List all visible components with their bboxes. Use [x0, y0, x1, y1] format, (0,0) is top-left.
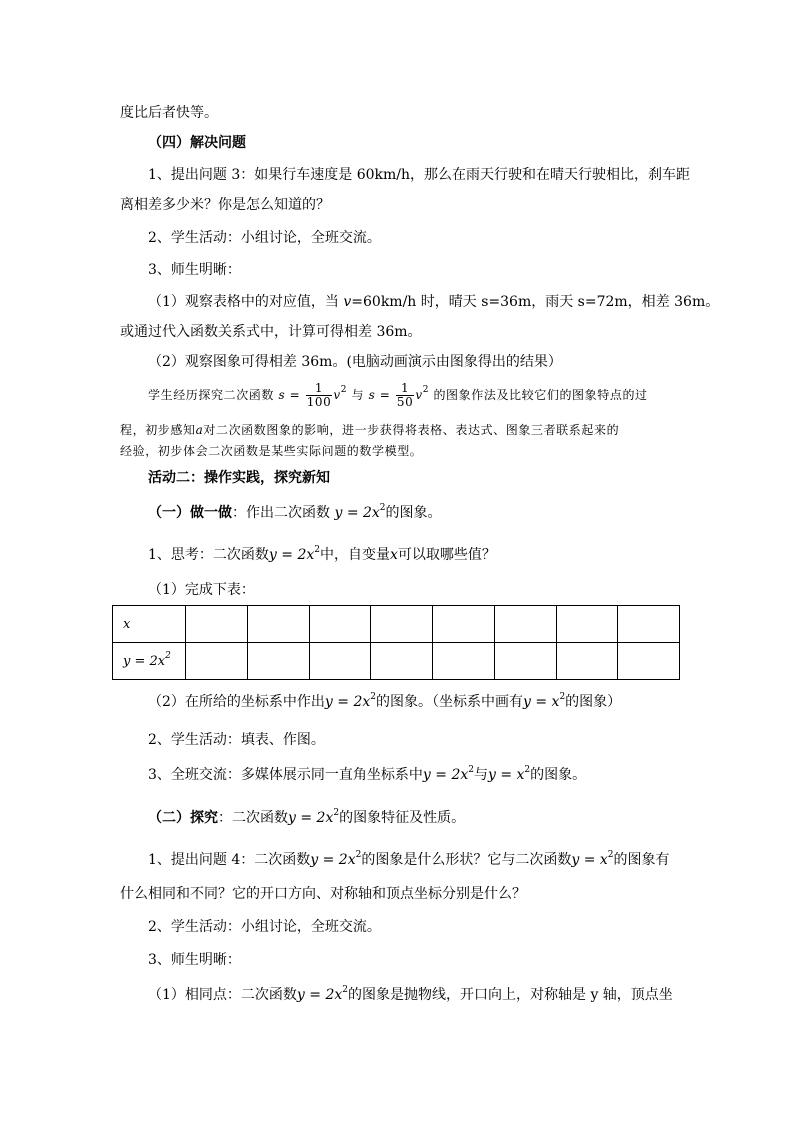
denominator: 100 [306, 395, 332, 409]
exponent: 2 [422, 385, 430, 395]
table-cell[interactable] [309, 643, 371, 680]
exponent: 2 [379, 503, 386, 513]
table-cell[interactable] [556, 606, 618, 643]
equation: y = 2x [296, 987, 343, 1003]
text-line: 3、师生明晰： [148, 262, 241, 278]
table-cell[interactable] [556, 643, 618, 680]
text-fragment: 的图象） [565, 694, 622, 710]
text-fragment: （2）在所给的坐标系中作出 [148, 694, 325, 710]
exponent: 2 [607, 850, 614, 860]
equation: y = 2x [288, 810, 334, 826]
table-cell[interactable] [186, 643, 248, 680]
table-cell[interactable] [494, 606, 556, 643]
text-fragment: 1、思考：二次函数 [148, 547, 269, 563]
numerator: 1 [396, 382, 414, 396]
section-heading-solve: （四）解决问题 [148, 135, 246, 151]
text-fragment: 的图象。 [530, 767, 587, 783]
text-line: （2）观察图象可得相差 36m。(电脑动画演示由图象得出的结果） [148, 354, 562, 370]
exponent: 2 [333, 808, 340, 818]
text-fragment: 学生经历探究二次函数 [148, 388, 275, 402]
text-line [148, 545, 496, 565]
variable-v: v [343, 294, 352, 310]
text-fragment: ：作出二次函数 [232, 505, 330, 521]
text-line [148, 503, 442, 523]
equation: y = 2x [310, 852, 356, 868]
text-fragment: 的图象。（坐标系中画有 [376, 694, 523, 710]
text-fragment: =60km/h 时，晴天 s=36m，雨天 s=72m，相差 36m。 [351, 294, 720, 310]
summary-line [120, 420, 619, 440]
exponent: 2 [340, 385, 348, 395]
text-line: 2、学生活动：小组讨论，全班交流。 [148, 919, 381, 935]
text-fragment: 的图象是什么形状？它与二次函数 [361, 852, 572, 868]
text-fragment: 中，自变量 [320, 547, 390, 563]
formula-s: s = [278, 388, 301, 402]
text-fragment: 与 [473, 767, 488, 783]
subheading-do: （一）做一做 [148, 505, 232, 521]
exponent: 2 [524, 765, 531, 775]
text-fragment: 与 [351, 388, 365, 402]
text-fragment: 的图象。 [385, 505, 442, 521]
value-table [112, 605, 680, 680]
table-cell[interactable] [371, 606, 433, 643]
text-line: （1）完成下表： [148, 582, 255, 598]
exponent: 2 [468, 765, 474, 775]
text-line [148, 985, 673, 1005]
text-fragment: 程，初步感知 [120, 423, 196, 437]
exponent: 2 [355, 850, 362, 860]
text-fragment: ：二次函数 [218, 810, 288, 826]
equation: y = x [523, 694, 560, 710]
text-line: 或通过代入函数关系式中，计算可得相差 36m。 [120, 324, 422, 340]
fraction-1-100 [306, 382, 333, 409]
variable-x: x [390, 547, 398, 563]
text-line [148, 850, 670, 870]
table-row [113, 606, 680, 643]
variable-a: a [195, 423, 204, 437]
text-fragment: 可以取哪些值？ [397, 547, 496, 563]
summary-line [148, 382, 648, 409]
text-line [148, 692, 621, 712]
denominator: 50 [396, 395, 414, 409]
text-fragment: （1）观察表格中的对应值，当 [148, 294, 344, 310]
subheading-explore: （二）探究 [148, 810, 218, 826]
table-cell[interactable] [433, 643, 495, 680]
text-line: 2、学生活动：小组讨论，全班交流。 [148, 230, 381, 246]
text-line: 2、学生活动：填表、作图。 [148, 732, 325, 748]
fraction-1-50 [396, 382, 414, 409]
table-cell[interactable] [618, 643, 680, 680]
table-cell[interactable] [247, 643, 309, 680]
table-cell[interactable] [618, 606, 680, 643]
equation: y = 2x [422, 767, 469, 783]
variable-v: v [415, 388, 423, 402]
exponent: 2 [314, 545, 320, 555]
text-fragment: （1）相同点：二次函数 [148, 987, 297, 1003]
text-line: 什么相同和不同？它的开口方向、对称轴和顶点坐标分别是什么？ [120, 886, 526, 902]
table-cell[interactable] [247, 606, 309, 643]
text-fragment: 的图象作法及比较它们的图象特点的过 [433, 388, 648, 402]
text-line: 1、提出问题 3：如果行车速度是 60km/h，那么在雨天行驶和在晴天行驶相比，刹车距 [148, 167, 691, 183]
equation: y = x [487, 767, 525, 783]
text-fragment: 的图象是抛物线，开口向上，对称轴是 y 轴，顶点坐 [348, 987, 673, 1003]
exponent: 2 [342, 985, 348, 995]
text-line: 离相差多少米？你是怎么知道的？ [120, 197, 330, 213]
summary-line: 经验，初步体会二次函数是某些实际问题的数学模型。 [120, 444, 423, 458]
table-cell[interactable] [186, 606, 248, 643]
text-fragment: 对二次函数图象的影响，进一步获得将表格、表达式、图象三者联系起来的 [203, 423, 620, 437]
table-header-x: x [113, 606, 186, 643]
text-line [148, 765, 586, 785]
table-cell[interactable] [309, 606, 371, 643]
text-line [148, 808, 465, 828]
activity-two-heading: 活动二：操作实践，探究新知 [148, 470, 330, 486]
table-header-y [113, 643, 186, 680]
exponent: 2 [370, 692, 376, 702]
text-fragment: 3、全班交流：多媒体展示同一直角坐标系中 [148, 767, 423, 783]
table-cell[interactable] [494, 643, 556, 680]
equation: y = x [571, 852, 608, 868]
text-fragment: 的图象有 [613, 852, 670, 868]
text-fragment: 1、提出问题 4：二次函数 [148, 852, 311, 868]
text-line [148, 292, 719, 312]
formula-s: s = [368, 388, 391, 402]
table-row [113, 643, 680, 680]
exponent: 2 [165, 650, 171, 661]
numerator: 1 [306, 382, 333, 396]
equation: y = 2x [324, 694, 371, 710]
equation: y = 2x [123, 653, 166, 669]
text-fragment: 的图象特征及性质。 [339, 810, 466, 826]
equation: y = 2x [334, 505, 380, 521]
text-line: 度比后者快等。 [120, 105, 218, 121]
table-cell[interactable] [433, 606, 495, 643]
exponent: 2 [559, 692, 566, 702]
text-line: 3、师生明晰： [148, 952, 241, 968]
variable-v: v [333, 388, 341, 402]
table-cell[interactable] [371, 643, 433, 680]
equation: y = 2x [268, 547, 315, 563]
